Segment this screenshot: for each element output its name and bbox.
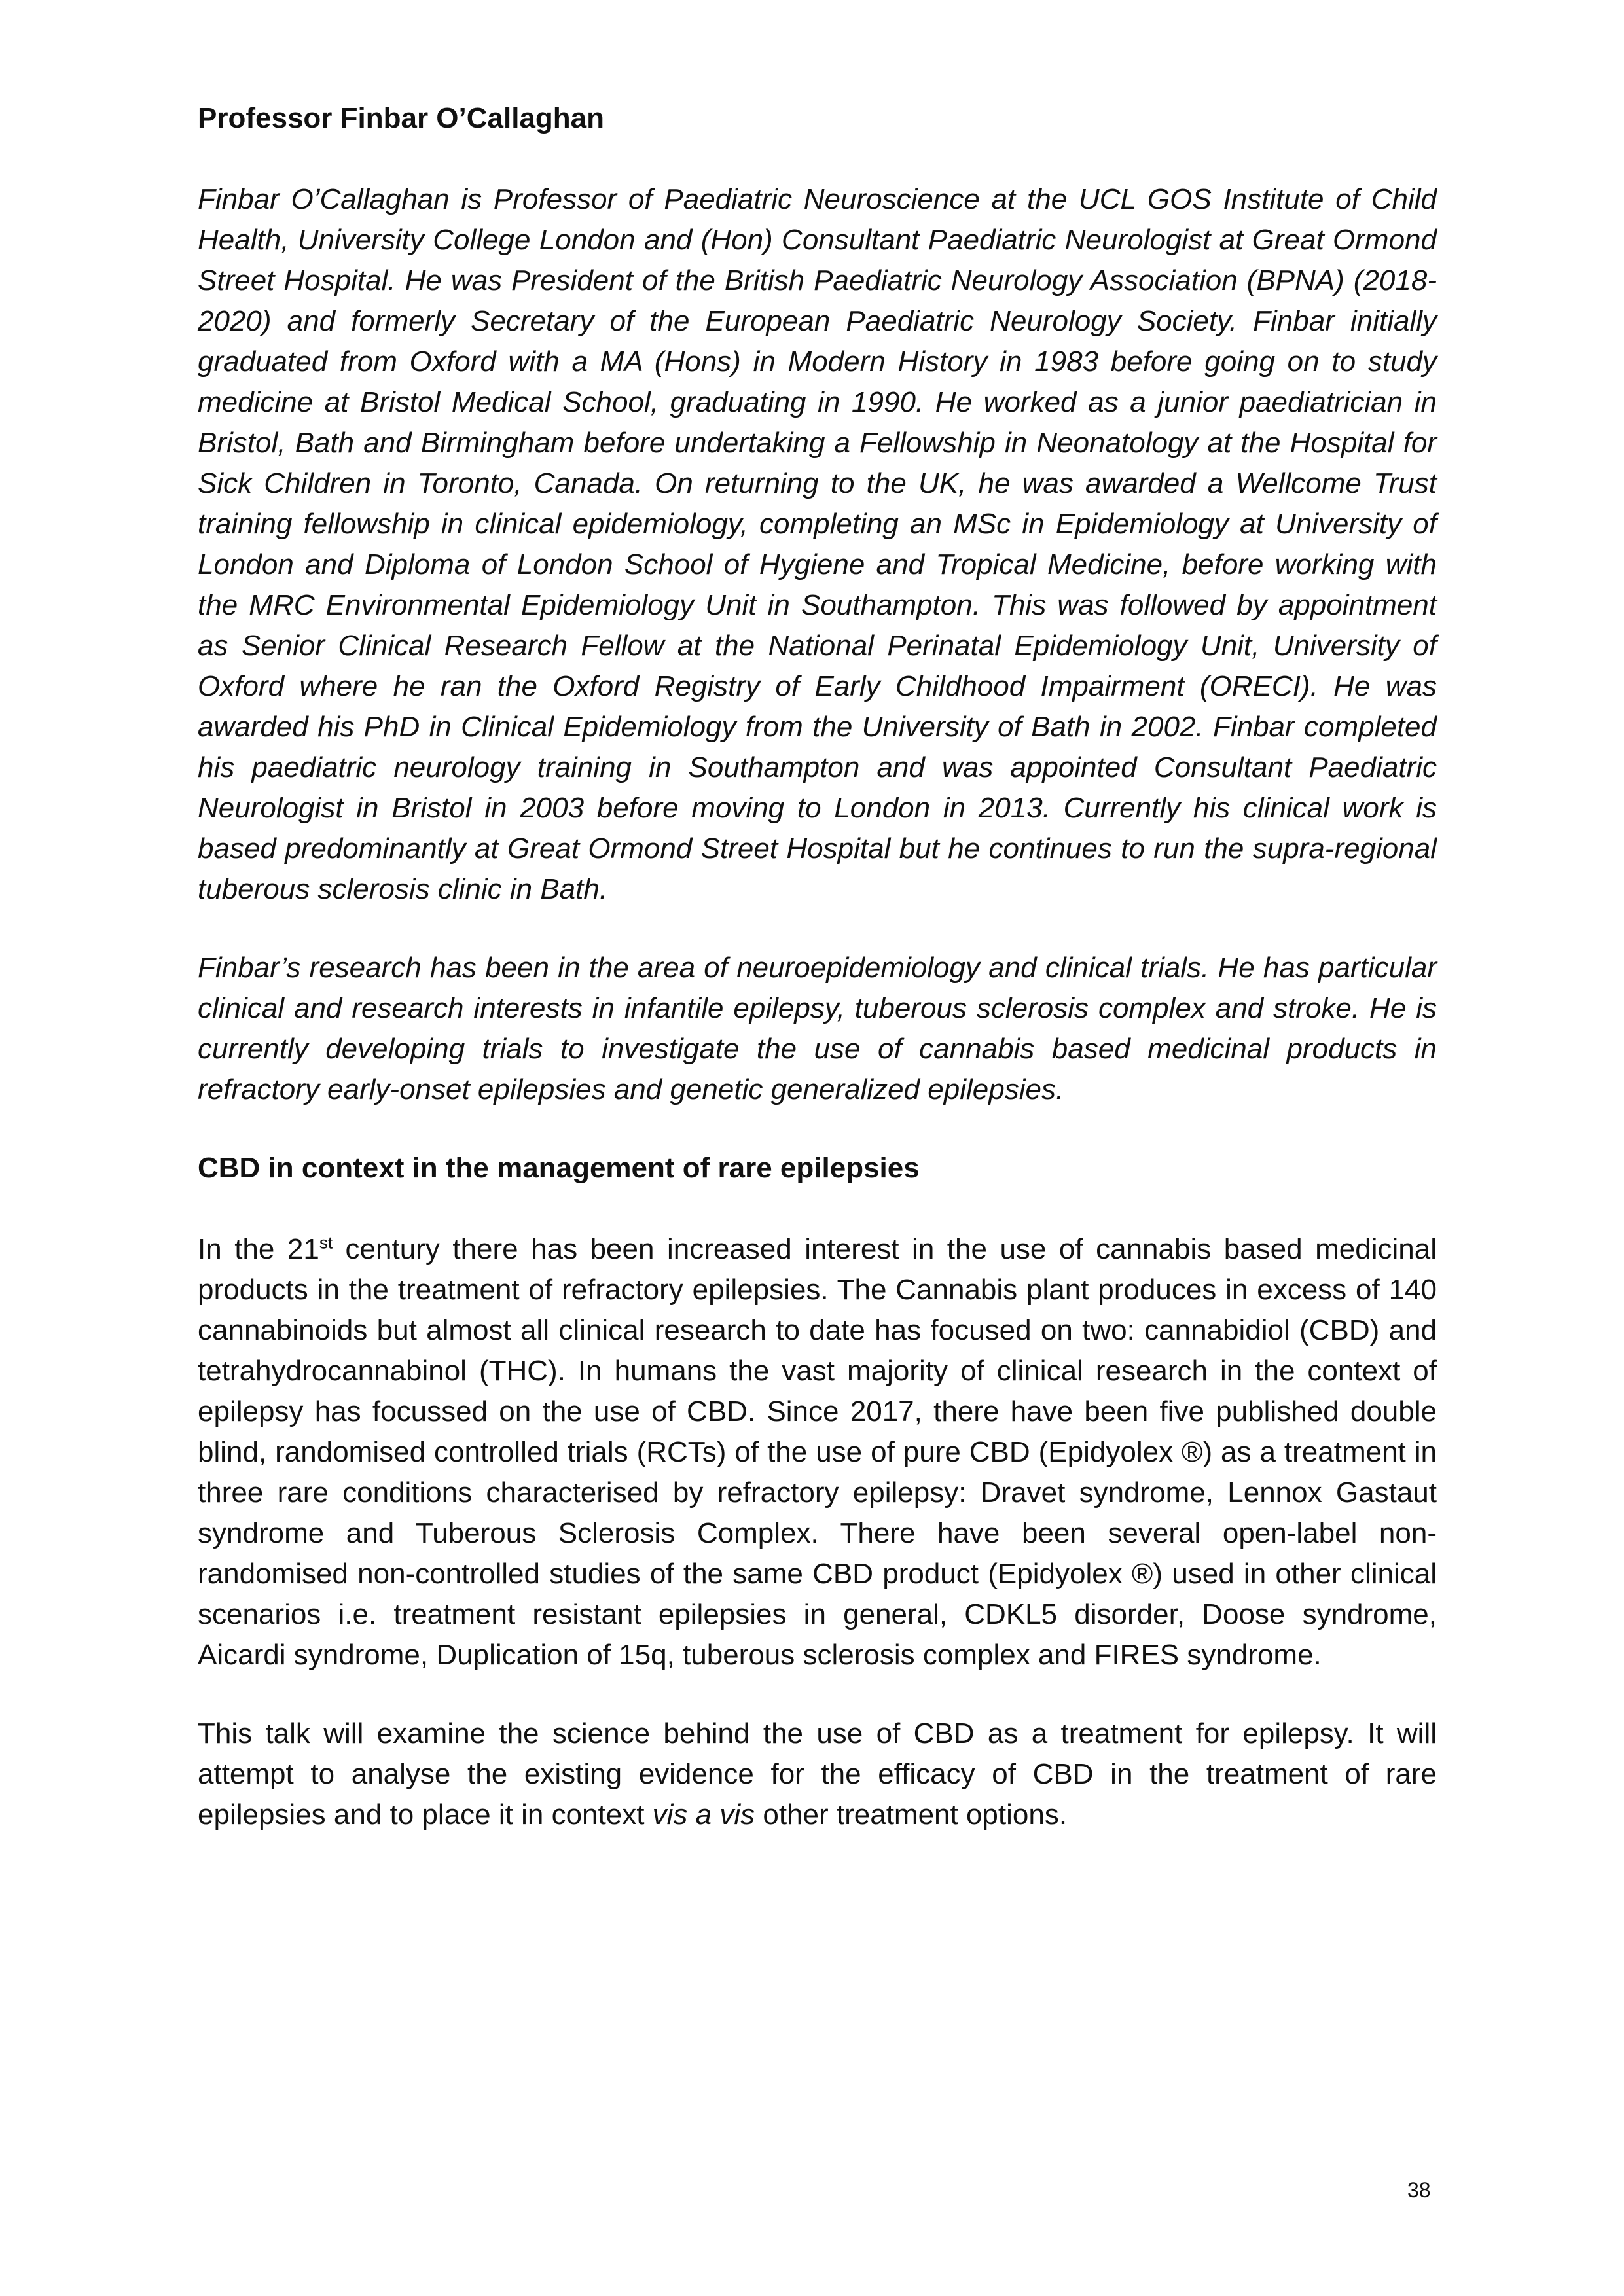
- abstract-p1-body-text: century there has been increased interest in the use of cannabis based medicinal products in the treatment of refractory epilepsies. The Cannabis plant produces in excess of 140 cannabinoids but almost all clinical research to date has focused on two: cannabidiol (CBD) and tetrahydrocannabinol (THC). In humans the vast majority of clinical research in the context of epilepsy has focussed on the use of CBD. Since 2017, there have been five published double blind, randomised controlled trials (RCTs) of the use of pure CBD (Epidyolex ®) as a treatment in three rare conditions characterised by refractory epilepsy: Dravet syndrome, Lennox Gastaut syndrome and Tuberous Sclerosis Complex. There have been several open-label non-randomised non-controlled studies of the same CBD product (Epidyolex ®) used in other clinical scenarios i.e. treatment resistant epilepsies in general, CDKL5 disorder, Doose syndrome, Aicardi syndrome, Duplication of 15q, tuberous sclerosis complex and FIRES syndrome.: [198, 1233, 1437, 1671]
- bio-paragraph-1: Finbar O’Callaghan is Professor of Paediatric Neuroscience at the UCL GOS Institute of Child Health, University College London and (Hon) Consultant Paediatric Neurologist at Great Ormond Street Hospital. He was President of the British Paediatric Neurology Association (BPNA) (2018-2020) and formerly Secretary of the European Paediatric Neurology Society. Finbar initially graduated from Oxford with a MA (Hons) in Modern History in 1983 before going on to study medicine at Bristol Medical School, graduating in 1990. He worked as a junior paediatrician in Bristol, Bath and Birmingham before undertaking a Fellowship in Neonatology at the Hospital for Sick Children in Toronto, Canada. On returning to the UK, he was awarded a Wellcome Trust training fellowship in clinical epidemiology, completing an MSc in Epidemiology at University of London and Diploma of London School of Hygiene and Tropical Medicine, before working with the MRC Environmental Epidemiology Unit in Southampton. This was followed by appointment as Senior Clinical Research Fellow at the National Perinatal Epidemiology Unit, University of Oxford where he ran the Oxford Registry of Early Childhood Impairment (ORECI). He was awarded his PhD in Clinical Epidemiology from the University of Bath in 2002. Finbar completed his paediatric neurology training in Southampton and was appointed Consultant Paediatric Neurologist in Bristol in 2003 before moving to London in 2013. Currently his clinical work is based predominantly at Great Ormond Street Hospital but he continues to run the supra-regional tuberous sclerosis clinic in Bath.: [198, 183, 1437, 905]
- bio-heading: Professor Finbar O’Callaghan: [198, 102, 605, 134]
- abstract-paragraph-1: [198, 1229, 1437, 1676]
- abstract-p1-lead-text: In the 21: [198, 1233, 319, 1265]
- abstract-p2-italic-phrase: vis a vis: [652, 1799, 755, 1831]
- abstract-p2-lead-text: This talk will examine the science behind the use of CBD as a treatment for epilepsy. It will attempt to analyse the existing evidence for the efficacy of CBD in the treatment of rare epilepsies and to place it in context: [198, 1717, 1437, 1831]
- document-page: [198, 98, 1437, 1873]
- bio-paragraph-2: Finbar’s research has been in the area of neuroepidemiology and clinical trials. He has particular clinical and research interests in infantile epilepsy, tuberous sclerosis complex and stroke. He is currently developing trials to investigate the use of cannabis based medicinal products in refractory early-onset epilepsies and genetic generalized epilepsies.: [198, 952, 1437, 1105]
- page-number: 38: [1407, 2178, 1431, 2202]
- abstract-paragraph-2: [198, 1713, 1437, 1835]
- abstract-p2-tail-text: other treatment options.: [755, 1799, 1068, 1831]
- ordinal-superscript: st: [319, 1232, 333, 1253]
- abstract-heading: CBD in context in the management of rare epilepsies: [198, 1152, 920, 1184]
